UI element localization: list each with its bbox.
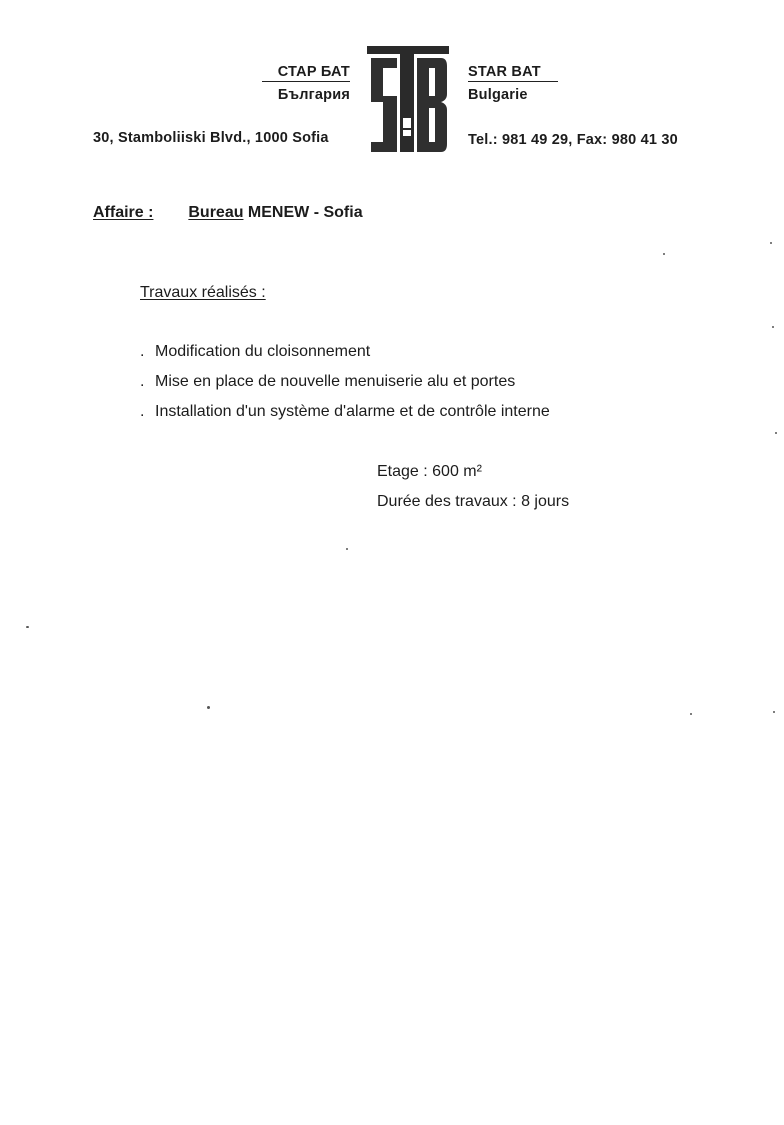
detail-etage: Etage : 600 m²: [377, 463, 482, 480]
travaux-title: Travaux réalisés :: [140, 284, 266, 301]
bullet-marker: .: [140, 373, 145, 390]
bullet-marker: .: [140, 343, 145, 360]
country-cyrillic: България: [277, 87, 350, 103]
company-address: 30, Stamboliiski Blvd., 1000 Sofia: [93, 130, 329, 146]
company-logo: [367, 46, 449, 156]
detail-duree: Durée des travaux : 8 jours: [377, 493, 570, 510]
bullet-marker: .: [140, 403, 145, 420]
affaire-line: [93, 204, 363, 222]
affaire-name-prefix: Bureau: [188, 204, 244, 221]
company-name-latin: STAR BAT: [468, 64, 558, 82]
list-item-text: Installation d'un système d'alarme et de contrôle interne: [155, 403, 550, 420]
list-item: [140, 373, 516, 391]
affaire-name-rest: MENEW - Sofia: [243, 204, 363, 221]
affaire-label: Affaire :: [93, 204, 154, 221]
company-name-cyrillic: СТАР БАТ: [262, 64, 350, 82]
company-contact: Tel.: 981 49 29, Fax: 980 41 30: [468, 132, 678, 148]
list-item: [140, 343, 371, 361]
list-item-text: Mise en place de nouvelle menuiserie alu et portes: [155, 373, 516, 390]
list-item: [140, 403, 550, 421]
country-latin: Bulgarie: [468, 87, 528, 103]
list-item-text: Modification du cloisonnement: [155, 343, 371, 360]
